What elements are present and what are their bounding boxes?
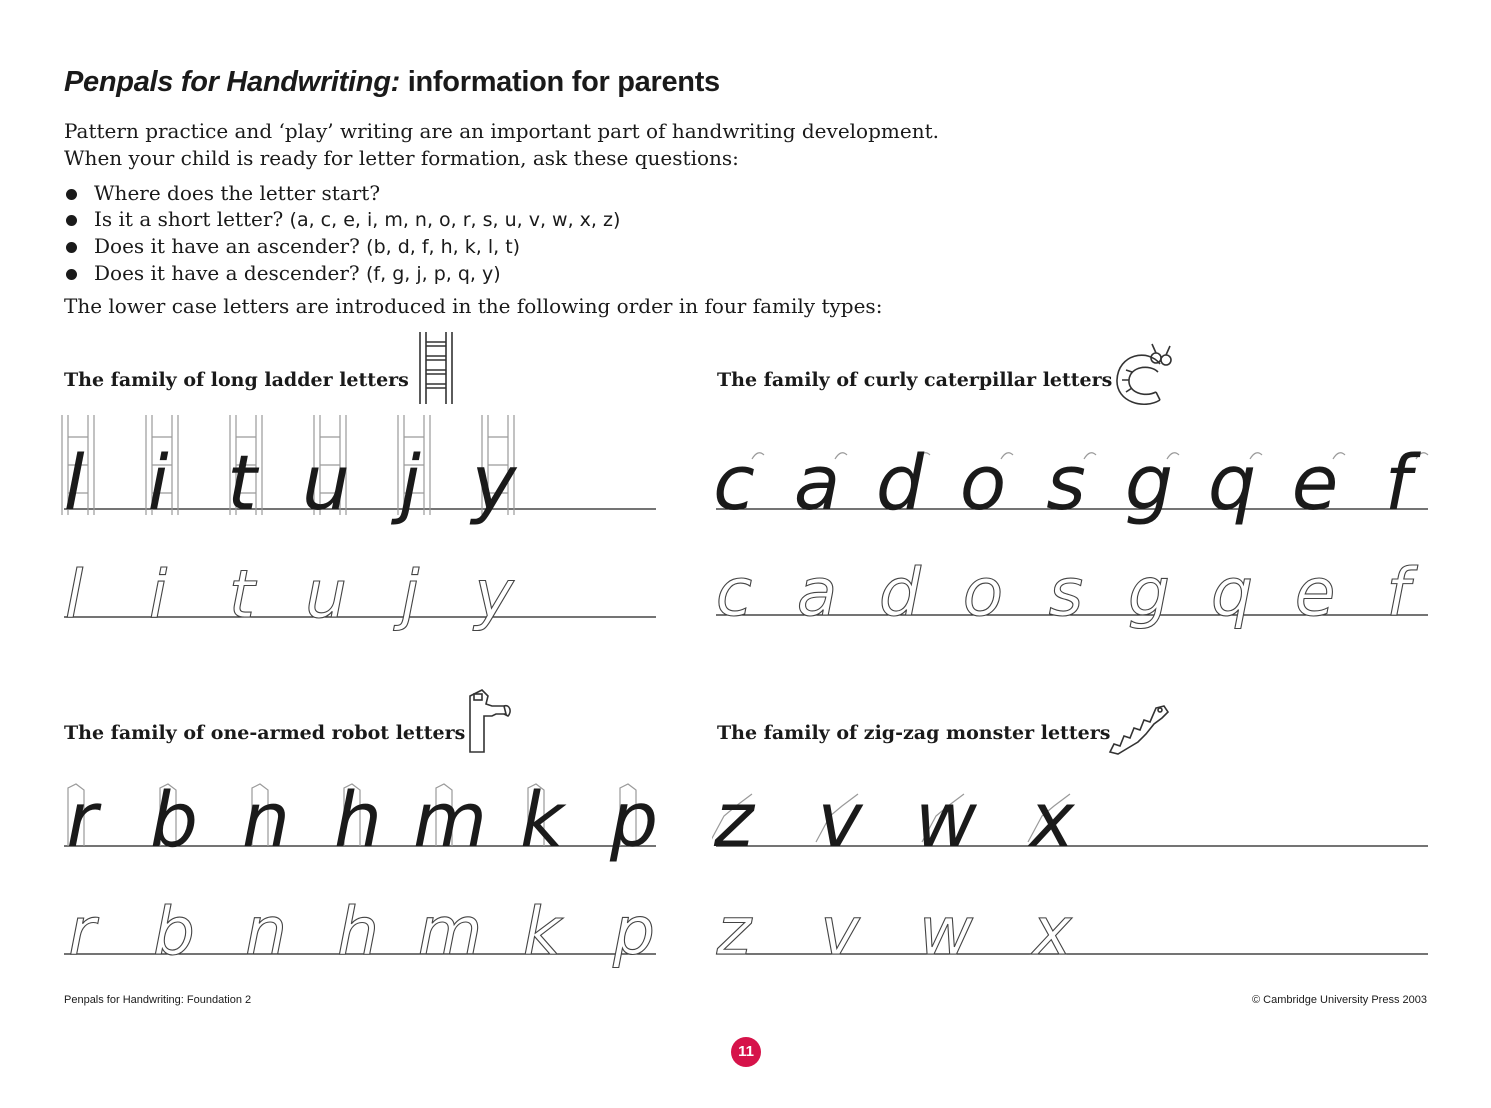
letter-m: m <box>412 775 488 864</box>
letter-z: z <box>714 775 754 864</box>
title-italic: Penpals for Handwriting: <box>64 66 400 98</box>
trace-letter-u: u <box>305 556 347 633</box>
trace-letter-h: h <box>337 893 379 970</box>
letter-q: q <box>1207 438 1257 527</box>
trace-letter-c: c <box>715 554 753 631</box>
letter-v: v <box>817 775 863 864</box>
list-item: Does it have an ascender? (b, d, f, h, k, l, t) <box>64 233 620 260</box>
trace-letter-b: b <box>153 893 195 970</box>
intro-line-2: When your child is ready for letter formation, ask these questions: <box>64 146 739 170</box>
letter-g: g <box>1124 438 1174 527</box>
letter-f: f <box>1384 438 1412 527</box>
trace-letter-x: x <box>1032 893 1072 970</box>
trace-letter-v: v <box>820 893 860 970</box>
letter-w: w <box>914 775 978 864</box>
list-item: Where does the letter start? <box>64 180 620 206</box>
letter-b: b <box>149 775 199 864</box>
trace-letter-d: d <box>879 554 921 631</box>
letter-h: h <box>333 775 383 864</box>
intro-paragraph <box>64 118 964 172</box>
list-item: Does it have a descender? (f, g, j, p, q, y) <box>64 260 620 287</box>
trace-letter-o: o <box>962 554 1004 631</box>
letter-e: e <box>1291 438 1339 527</box>
trace-letter-q: q <box>1211 554 1253 631</box>
ladder-family-heading: The family of long ladder letters <box>64 369 409 391</box>
robot-icon <box>464 686 514 754</box>
footer-left: Penpals for Handwriting: Foundation 2 <box>64 994 252 1006</box>
letter-s: s <box>1046 438 1086 527</box>
trace-letter-i: i <box>148 556 168 633</box>
letter-p: p <box>609 775 659 864</box>
trace-letter-y: y <box>474 556 514 633</box>
trace-letter-e: e <box>1294 554 1336 631</box>
letter-y: y <box>471 438 517 527</box>
trace-letter-w: w <box>919 893 973 970</box>
trace-letter-s: s <box>1048 554 1084 631</box>
page-title <box>64 66 720 99</box>
caterpillar-family-heading: The family of curly caterpillar letters <box>717 369 1113 391</box>
trace-letter-f: f <box>1386 554 1410 631</box>
trace-letter-k: k <box>522 893 562 970</box>
list-item: Is it a short letter? (a, c, e, i, m, n, o, r, s, u, v, w, x, z) <box>64 206 620 233</box>
caterpillar-ghost-icon <box>1416 453 1428 459</box>
trace-letter-n: n <box>245 893 287 970</box>
caterpillar-icon <box>1112 342 1174 410</box>
monster-family-heading: The family of zig-zag monster letters <box>717 722 1111 744</box>
trace-letter-a: a <box>796 554 838 631</box>
letter-x: x <box>1029 775 1075 864</box>
letter-u: u <box>301 438 351 527</box>
robot-family-heading: The family of one-armed robot letters <box>64 722 466 744</box>
ladder-icon <box>416 330 456 406</box>
letter-i: i <box>147 438 169 527</box>
robot-letters <box>60 760 660 1000</box>
letter-l: l <box>63 438 85 527</box>
question-list <box>64 180 620 287</box>
order-text: The lower case letters are introduced in the following order in four family types: <box>64 294 883 318</box>
trace-letter-p: p <box>613 893 655 970</box>
trace-letter-l: l <box>64 556 84 633</box>
ladder-letters <box>60 406 660 656</box>
trace-letter-z: z <box>716 893 752 970</box>
page-number-badge: 11 <box>731 1037 761 1067</box>
letter-d: d <box>875 438 925 527</box>
caterpillar-letters <box>712 406 1432 656</box>
letter-a: a <box>793 438 841 527</box>
trace-letter-g: g <box>1128 554 1170 631</box>
letter-j: j <box>399 438 421 527</box>
letter-o: o <box>959 438 1007 527</box>
monster-letters <box>712 760 1432 1000</box>
footer-right: © Cambridge University Press 2003 <box>1251 994 1427 1006</box>
title-rest: information for parents <box>407 66 720 98</box>
letter-k: k <box>519 775 565 864</box>
trace-letter-t: t <box>229 556 255 633</box>
letter-n: n <box>241 775 291 864</box>
trace-letter-m: m <box>417 893 483 970</box>
trace-letter-j: j <box>400 556 420 633</box>
monster-icon <box>1106 700 1172 756</box>
letter-c: c <box>713 438 755 527</box>
letter-r: r <box>66 775 98 864</box>
intro-line-1: Pattern practice and ‘play’ writing are an important part of handwriting development. <box>64 119 939 143</box>
trace-letter-r: r <box>68 893 96 970</box>
letter-t: t <box>227 438 257 527</box>
